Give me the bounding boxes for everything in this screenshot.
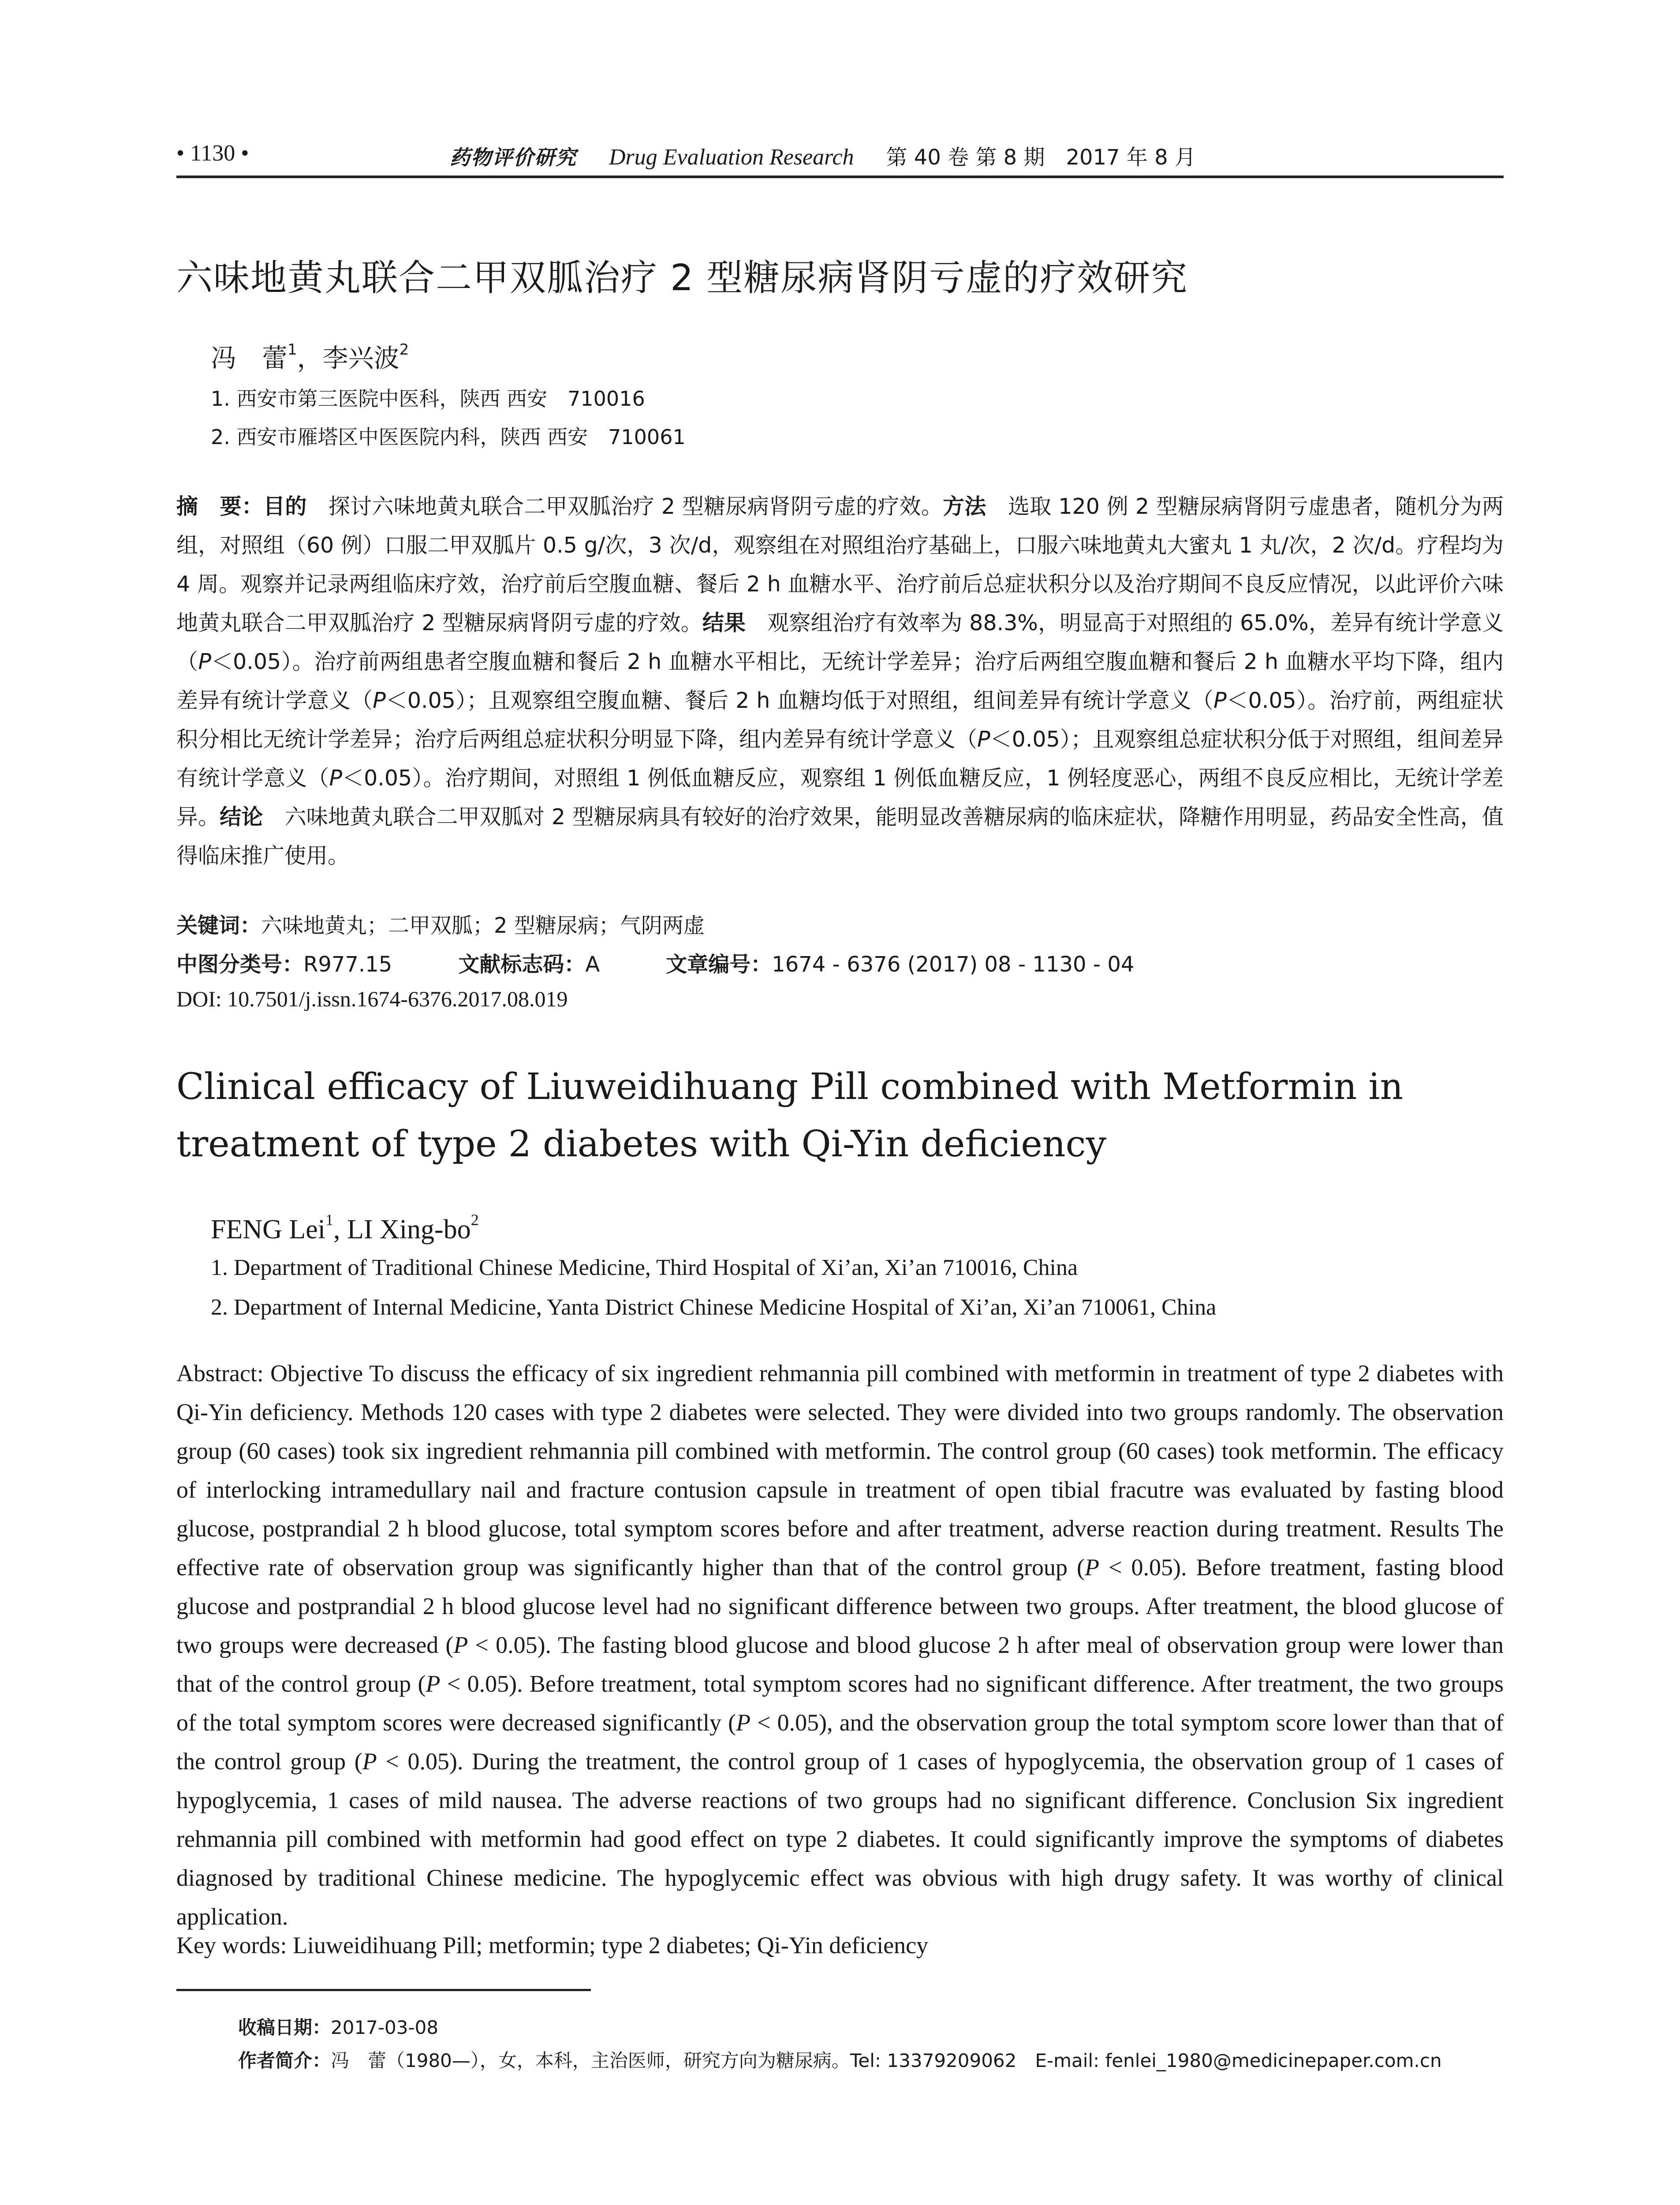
author-affiliation-mark: 2 (470, 1211, 479, 1229)
conclusion-text: 六味地黄丸联合二甲双胍对 2 型糖尿病具有较好的治疗效果，能明显改善糖尿病的临床症状，降糖作用明显，药品安全性高，值得临床推广使用。 (176, 804, 1504, 868)
p-value-symbol: P (1085, 1554, 1100, 1581)
author-separator: , (333, 1215, 347, 1245)
results-text: The effective rate of observation group was significantly higher than that of the control group ( (176, 1515, 1504, 1581)
doi: DOI: 10.7501/j.issn.1674-6376.2017.08.019 (176, 987, 568, 1011)
results-text: 观察组治疗有效率为 88.3%，明显高于对照组的 65.0%，差异有统计学意义（ (176, 610, 1504, 674)
results-text: ＜0.05）。治疗前两组患者空腹血糖和餐后 2 h 血糖水平相比，无统计学差异；治疗后两组空腹血糖和餐后 2 h 血糖水平均下降，组内差异有统计学意义（ (176, 649, 1504, 713)
clc-value: R977.15 (303, 952, 392, 977)
clc-label: 中图分类号： (176, 952, 304, 977)
bio-text: 冯 蕾（1980—），女，本科，主治医师，研究方向为糖尿病。Tel: 13379209062 E-mail: fenlei_1980@medicinepaper.com.cn (331, 2050, 1442, 2071)
affiliation-en-2: 2. Department of Internal Medicine, Yanta District Chinese Medicine Hospital of Xi’an, Xi’an 710061, China (211, 1295, 1217, 1320)
results-text: ＜0.05）；且观察组总症状积分低于对照组，组间差异有统计学意义（ (176, 727, 1504, 791)
keywords-cn (176, 908, 705, 939)
author-name: 冯 蕾 (211, 343, 288, 373)
results-text: < 0.05), and the observation group the total symptom score lower than that of the control group ( (176, 1709, 1504, 1775)
p-value-symbol: P (329, 766, 343, 791)
doc-code-label: 文献标志码： (458, 952, 586, 977)
author-affiliation-mark: 1 (287, 341, 297, 359)
p-value-symbol: P (198, 649, 212, 674)
article-title-en: Clinical efficacy of Liuweidihuang Pill combined with Metformin in treatment of type 2 diabetes with Qi-Yin deficiency (176, 1066, 1404, 1165)
p-value-symbol: P (426, 1671, 441, 1697)
author-name: LI Xing-bo (347, 1215, 471, 1245)
affiliation-en-1: 1. Department of Traditional Chinese Medicine, Third Hospital of Xi’an, Xi’an 710016, China (211, 1255, 1078, 1280)
results-text: < 0.05). The fasting blood glucose and blood glucose 2 h after meal of observation group were lower than that of the control group ( (176, 1632, 1504, 1697)
abstract-cn (176, 487, 1504, 875)
classification-line (176, 947, 1134, 978)
received-label: 收稿日期： (238, 2017, 331, 2038)
p-value-symbol: P (736, 1709, 751, 1736)
header-rule (176, 176, 1504, 178)
doc-code-value: A (585, 952, 600, 977)
results-text: ＜0.05）。治疗期间，对照组 1 例低血糖反应，观察组 1 例低血糖反应，1 例轻度恶心，两组不良反应相比，无统计学差异。 (176, 766, 1504, 830)
keywords-text: Liuweidihuang Pill; metformin; type 2 diabetes; Qi-Yin deficiency (292, 1932, 929, 1958)
journal-name-en: Drug Evaluation Research (609, 145, 854, 170)
footnote-rule (176, 1989, 591, 1991)
abstract-en (176, 1354, 1504, 1936)
methods-text: 选取 120 例 2 型糖尿病肾阴亏虚患者，随机分为两组，对照组（60 例）口服二甲双胍片 0.5 g/次，3 次/d，观察组在对照组治疗基础上，口服六味地黄丸大蜜丸 1 丸/次，2 次/d。疗程均为 4 周。观察并记录两组临床疗效，治疗前后空腹血糖、餐后 2 h 血糖水平、治疗前后总症状积分以及治疗期间不良反应情况，以此评价六味地黄丸联合二甲双胍治疗 2 型糖尿病肾阴亏虚的疗效。 (176, 494, 1504, 635)
received-value: 2017-03-08 (331, 2017, 439, 2038)
objective-label: Objective (270, 1360, 363, 1387)
objective-text: 探讨六味地黄丸联合二甲双胍治疗 2 型糖尿病肾阴亏虚的疗效。 (306, 494, 943, 519)
keywords-label: 关键词： (176, 913, 261, 938)
results-label: Results (1389, 1515, 1460, 1542)
authors-cn (211, 337, 409, 374)
p-value-symbol: P (362, 1748, 377, 1775)
abstract-label: Abstract: (176, 1360, 271, 1387)
affiliation-cn-1: 1. 西安市第三医院中医科，陕西 西安 710016 (211, 387, 645, 411)
keywords-text: 六味地黄丸；二甲双胍；2 型糖尿病；气阴两虚 (261, 913, 705, 938)
running-header (176, 140, 1504, 171)
author-affiliation-mark: 2 (399, 341, 409, 359)
author-name: 李兴波 (322, 343, 399, 373)
abstract-label: 摘 要： (176, 494, 264, 519)
objective-text: To discuss the efficacy of six ingredient rehmannia pill combined with metformin in treatment of type 2 diabetes with Qi-Yin deficiency. (176, 1360, 1504, 1425)
results-text: ＜0.05）。治疗前，两组症状积分相比无统计学差异；治疗后两组总症状积分明显下降，组内差异有统计学意义（ (176, 688, 1504, 752)
methods-label: Methods (361, 1399, 444, 1425)
conclusion-text: Six ingredient rehmannia pill combined with metformin had good effect on type 2 diabetes. It could significantly improve the symptoms of diabetes diagnosed by traditional Chinese medicine. The hypoglycemic effect was obvious with high drugy safety. It was worthy of clinical application. (176, 1787, 1504, 1930)
author-affiliation-mark: 1 (325, 1211, 334, 1229)
objective-label: 目的 (263, 494, 307, 519)
received-date (238, 2013, 438, 2040)
results-label: 结果 (702, 610, 746, 635)
issue-info: 第 40 卷 第 8 期 2017 年 8 月 (886, 145, 1196, 170)
methods-text: 120 cases with type 2 diabetes were selected. They were divided into two groups randomly. The observation group (60 cases) took six ingredient rehmannia pill combined with metformin. The control group (60 cases) took metformin. The efficacy of interlocking intramedullary nail and fracture contusion capsule in treatment of open tibial fracutre was evaluated by fasting blood glucose, postprandial 2 h blood glucose, total symptom scores before and after treatment, adverse reaction during treatment. (176, 1399, 1504, 1542)
author-separator: ， (297, 343, 323, 373)
article-title-cn: 六味地黄丸联合二甲双胍治疗 2 型糖尿病肾阴亏虚的疗效研究 (176, 257, 1188, 299)
p-value-symbol: P (373, 688, 386, 713)
article-no-value: 1674 - 6376 (2017) 08 - 1130 - 04 (772, 952, 1135, 977)
author-name: FENG Lei (211, 1215, 326, 1245)
bio-label: 作者简介： (238, 2050, 331, 2071)
affiliation-cn-2: 2. 西安市雁塔区中医医院内科，陕西 西安 710061 (211, 425, 686, 449)
author-bio (238, 2046, 1442, 2073)
results-text: ＜0.05）；且观察组空腹血糖、餐后 2 h 血糖均低于对照组，组间差异有统计学意义（ (385, 688, 1214, 713)
authors-en (211, 1211, 479, 1245)
page-number: • 1130 • (176, 141, 249, 166)
conclusion-label: Conclusion (1247, 1787, 1356, 1813)
keywords-en (176, 1932, 928, 1959)
keywords-label: Key words: (176, 1932, 293, 1958)
conclusion-label: 结论 (220, 804, 263, 830)
article-no-label: 文章编号： (666, 952, 772, 977)
header-center (450, 140, 1196, 171)
journal-logo-cn: 药物评价研究 (450, 146, 577, 169)
methods-label: 方法 (943, 494, 986, 519)
p-value-symbol: P (453, 1632, 468, 1658)
results-text: < 0.05). During the treatment, the control group of 1 cases of hypoglycemia, the observation group of 1 cases of hypoglycemia, 1 cases of mild nausea. The adverse reactions of two groups had no significant difference. (176, 1748, 1504, 1813)
p-value-symbol: P (977, 727, 990, 752)
p-value-symbol: P (1213, 688, 1227, 713)
results-text: < 0.05). Before treatment, total symptom scores had no significant difference. After treatment, the two groups of the total symptom scores were decreased significantly ( (176, 1671, 1504, 1736)
results-text: < 0.05). Before treatment, fasting blood glucose and postprandial 2 h blood glucose level had no significant difference between two groups. After treatment, the blood glucose of two groups were decreased ( (176, 1554, 1504, 1658)
